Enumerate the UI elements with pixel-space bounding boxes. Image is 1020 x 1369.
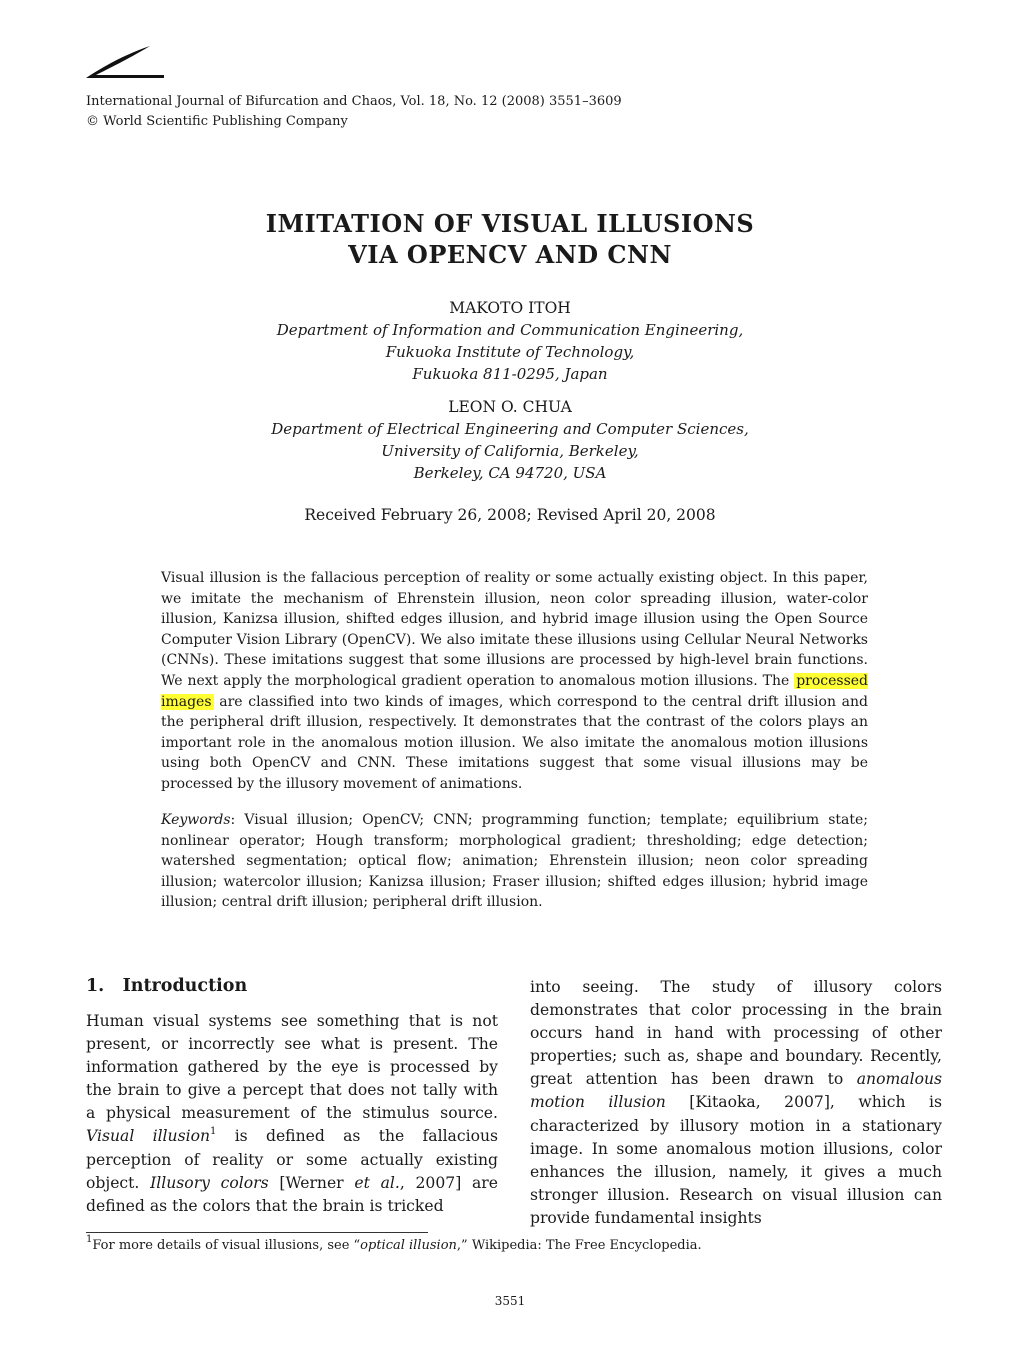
footnote: $^1$For more details of visual illusions, see “optical illusion,” Wikipedia: The Free Encyclopedia. [86, 1234, 702, 1253]
section-title: Introduction [122, 976, 248, 996]
footnote-term: optical illusion [360, 1238, 457, 1253]
term-visual-illusion: Visual illusion [86, 1127, 211, 1146]
journal-citation: International Journal of Bifurcation and Chaos, Vol. 18, No. 12 (2008) 3551–3609 [86, 94, 622, 109]
keywords-text: Visual illusion; OpenCV; CNN; programming function; template; equilibrium state; nonlinear operator; Hough transform; morphological gradient; thresholding; edge detection; watershed segmentation; optical flow; animation; Ehrenstein illusion; neon color spreading illusion; watercolor illusion; Kanizsa illusion; Fraser illusion; shifted edges illusion; hybrid image illusion; central drift illusion; peripheral drift illusion. [161, 812, 869, 911]
right-column-text: into seeing. The study of illusory colors demonstrates that color processing in the brain occurs hand in hand with processing of other properties; such as, shape and boundary. Recently, great attention has been drawn to anomalous motion illusion [Kitaoka, 2007], which is characterized by illusory motion in a stationary image. In some anomalous motion illusions, color enhances the illusion, namely, it gives a much stronger illusion. Research on visual illusion can provide fundamental insights [530, 978, 942, 1227]
author-affiliation: Fukuoka Institute of Technology, [385, 343, 635, 361]
abstract [161, 568, 868, 795]
section-number: 1. [86, 976, 105, 996]
title-line-2: VIA OPENCV AND CNN [348, 240, 672, 269]
author-name: MAKOTO ITOH [449, 299, 571, 317]
term-anomalous-motion: anomalous motion illusion [530, 1070, 942, 1112]
journal-header [86, 92, 622, 132]
author-block-1 [0, 297, 1020, 385]
received-dates: Received February 26, 2008; Revised April 20, 2008 [304, 506, 716, 524]
footnote-marker[interactable]: 1 [210, 1126, 217, 1138]
copyright-line: © World Scientific Publishing Company [86, 114, 348, 129]
term-illusory-colors: Illusory colors [150, 1173, 269, 1192]
author-affiliation: Department of Information and Communication Engineering, [276, 321, 744, 339]
title-line-1: IMITATION OF VISUAL ILLUSIONS [265, 209, 755, 238]
abstract-text: Visual illusion is the fallacious perception of reality or some actually existing object. In this paper, we imitate the mechanism of Ehrenstein illusion, neon color spreading illusion, water-color illusion, Kanizsa illusion, shifted edges illusion, and hybrid image illusion using the Open Source Computer Vision Library (OpenCV). We also imitate these illusions using Cellular Neural Networks (CNNs). These imitations suggest that some illusions are processed by high-level brain functions. We next apply the morphological gradient operation to anomalous motion illusions. The [161, 570, 868, 689]
author-affiliation: University of California, Berkeley, [381, 442, 639, 460]
author-block-2 [0, 396, 1020, 484]
author-affiliation: Berkeley, CA 94720, USA [413, 464, 607, 482]
keywords-label: Keywords [161, 812, 231, 828]
footnote-divider [86, 1232, 428, 1233]
footnote-mark: 1 [86, 1234, 93, 1245]
abstract-text: are classified into two kinds of images, which correspond to the central drift illusion and the peripheral drift illusion, respectively. It demonstrates that the contrast of the colors plays an important role in the anomalous motion illusion. We also imitate the anomalous motion illusions using both OpenCV and CNN. These imitations suggest that some visual illusions may be processed by the illusory movement of animations. [161, 693, 869, 792]
paper-title [0, 208, 1020, 270]
publisher-logo-icon [84, 44, 168, 84]
author-name: LEON O. CHUA [448, 398, 572, 416]
left-column-text: Human visual systems see something that is not present, or incorrectly see what is present. The information gathered by the eye is processed by the brain to give a percept that does not tally with a physical measurement of the stimulus source. Visual illusion$^1$ is defined as the fallacious perception of reality or some actually existing object. Illusory colors [Werner et al., 2007] are defined as the colors that the brain is tricked [86, 1012, 499, 1215]
keywords: Keywords: Visual illusion; OpenCV; CNN; programming function; template; equilibrium state; nonlinear operator; Hough transform; morphological gradient; thresholding; edge detection; watershed segmentation; optical flow; animation; Ehrenstein illusion; neon color spreading illusion; watercolor illusion; Kanizsa illusion; Fraser illusion; shifted edges illusion; hybrid image illusion; central drift illusion; peripheral drift illusion. [161, 812, 869, 911]
section-heading [86, 976, 247, 996]
highlighted-text[interactable]: processed images [161, 672, 869, 710]
page-number: 3551 [494, 1294, 526, 1308]
author-affiliation: Department of Electrical Engineering and Computer Sciences, [271, 420, 749, 438]
author-affiliation: Fukuoka 811-0295, Japan [412, 365, 608, 383]
